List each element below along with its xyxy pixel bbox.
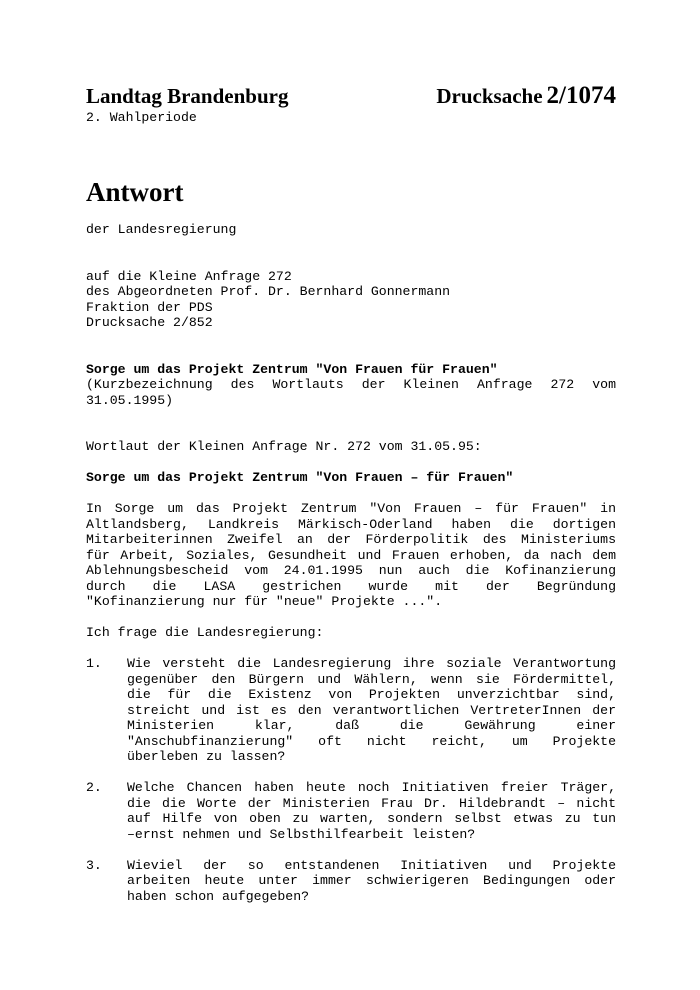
reference-line: Fraktion der PDS [86, 299, 213, 315]
question-line: arbeiten heute unter immer schwierigeren Bedingungen oder [127, 873, 616, 888]
parliament-name: Landtag Brandenburg [86, 84, 289, 108]
body-line: Ablehnungsbescheid vom 24.01.1995 nun auch die Kofinanzierung [86, 563, 616, 578]
question-line: gegenüber den Bürgern und Wählern, wenn sie Fördermittel, [127, 671, 616, 687]
body-line: Mitarbeiterinnen Zweifel an der Förderpolitik des Ministeriums [86, 532, 616, 547]
question-number: 3. [86, 857, 102, 873]
question-line: –ernst nehmen und Selbsthilfearbeit leisten? [127, 826, 476, 842]
legislative-period: 2. Wahlperiode [86, 110, 197, 125]
subject-title: Sorge um das Projekt Zentrum "Von Frauen für Frauen" [86, 361, 498, 377]
question-text [127, 780, 616, 842]
question-line: die für die Existenz von Projekten unverzichtbar sind, [127, 687, 616, 702]
question-line: Ministerien klar, daß die Gewährung einer [127, 718, 616, 733]
document-label: Drucksache [436, 84, 543, 108]
question-text [127, 656, 616, 765]
reference-line: des Abgeordneten Prof. Dr. Bernhard Gonnermann [86, 284, 451, 299]
question-item [86, 780, 616, 842]
question-list [86, 656, 616, 904]
question-spacer [86, 842, 616, 858]
question-item [86, 656, 616, 765]
subject-note-line: (Kurzbezeichnung des Wortlauts der Kleinen Anfrage 272 vom [86, 377, 616, 392]
body-line: "Kofinanzierung nur für "neue" Projekte ...". [86, 594, 443, 609]
question-body [86, 501, 616, 610]
question-text [127, 858, 616, 905]
document-number [436, 82, 616, 110]
body-line: In Sorge um das Projekt Zentrum "Von Frauen – für Frauen" in [86, 501, 616, 516]
question-line: Wie versteht die Landesregierung ihre soziale Verantwortung [127, 656, 616, 671]
question-number: 2. [86, 780, 102, 795]
question-line: überleben zu lassen? [127, 749, 286, 764]
question-line: "Anschubfinanzierung" oft nicht reicht, um Projekte [127, 733, 616, 749]
reference-line: Drucksache 2/852 [86, 315, 213, 330]
reference-line: auf die Kleine Anfrage 272 [86, 268, 292, 284]
page-title: Antwort [86, 177, 184, 207]
question-item [86, 858, 616, 905]
question-line: auf Hilfe von oben zu warten, sondern selbst etwas zu tun [127, 811, 616, 826]
question-line: Wieviel der so entstandenen Initiativen und Projekte [127, 857, 616, 873]
document-number-value: 2/1074 [546, 82, 616, 109]
question-intro: Wortlaut der Kleinen Anfrage Nr. 272 vom 31.05.95: [86, 439, 482, 454]
document-body [86, 222, 616, 904]
question-line: streicht und ist es den verantwortlichen VertreterInnen der [127, 702, 616, 718]
question-line: haben schon aufgegeben? [127, 888, 310, 904]
question-line: Welche Chancen haben heute noch Initiativen freier Träger, [127, 780, 616, 795]
body-line: Altlandsberg, Landkreis Märkisch-Oderland haben die dortigen [86, 516, 616, 532]
answer-source: der Landesregierung [86, 222, 237, 237]
question-spacer [86, 765, 616, 781]
body-line: durch die LASA gestrichen wurde mit der Begründung [86, 578, 616, 594]
question-ask: Ich frage die Landesregierung: [86, 625, 324, 640]
subject-note-line: 31.05.1995) [86, 392, 174, 408]
question-line: die die Worte der Ministerien Frau Dr. Hildebrandt – nicht [127, 795, 616, 811]
question-heading: Sorge um das Projekt Zentrum "Von Frauen – für Frauen" [86, 470, 514, 485]
body-line: für Arbeit, Soziales, Gesundheit und Frauen erhoben, da nach dem [86, 547, 616, 563]
question-number: 1. [86, 656, 102, 671]
reference-block [86, 269, 616, 331]
